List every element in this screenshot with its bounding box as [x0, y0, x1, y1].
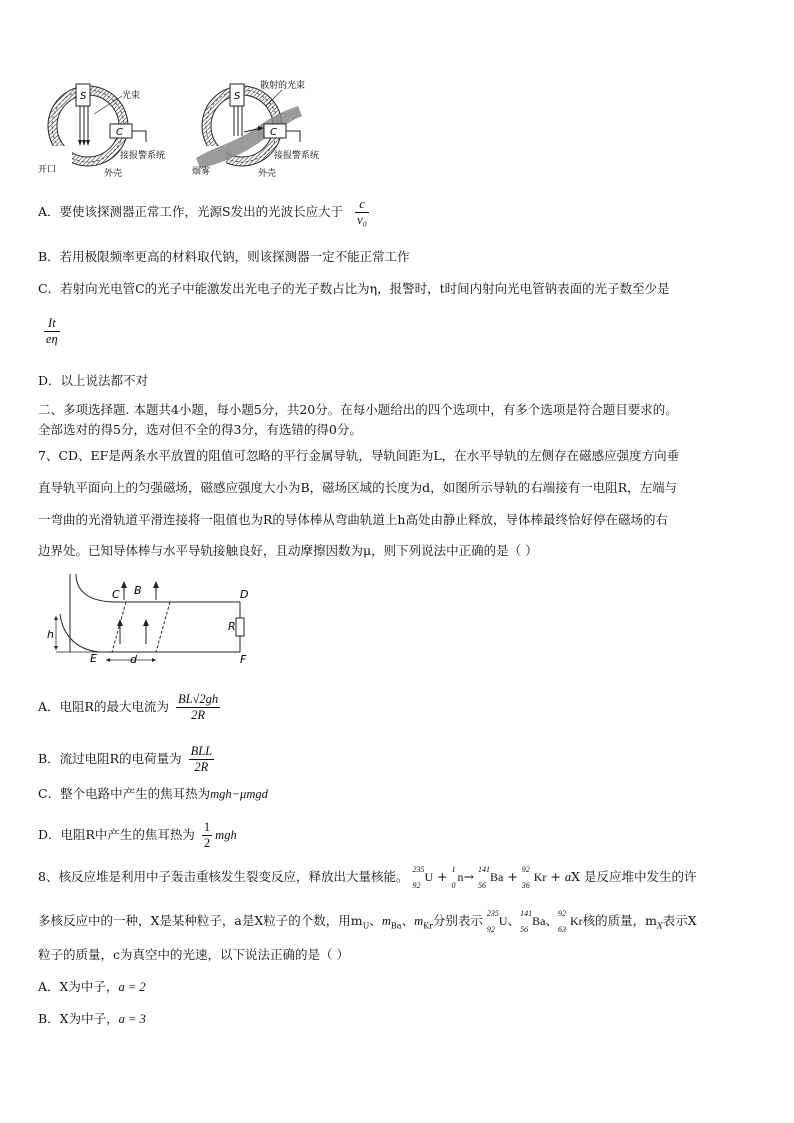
q8-option-b — [38, 1011, 146, 1027]
q6-option-a — [38, 197, 372, 228]
q8-stem-line2-end: 表示X — [662, 913, 697, 928]
fraction-numerator: BLL — [190, 744, 213, 758]
fraction-numerator: 1 — [203, 820, 211, 834]
label-r: R — [228, 620, 236, 633]
fraction-denominator: eη — [46, 332, 58, 346]
fraction-numerator: c — [355, 197, 369, 213]
shell-label: 外壳 — [258, 169, 277, 179]
detector-diagram-normal — [38, 84, 165, 179]
alarm-label: 接报警系统 — [274, 151, 320, 161]
q8-option-a-text: A．X为中子， — [38, 979, 119, 994]
source-label: S — [80, 91, 87, 102]
smoke-detector-figure — [36, 76, 336, 180]
q8-stem-line1-tail: 是反应堆中发生的许 — [583, 869, 697, 884]
q7-stem-line2: 直导轨平面向上的匀强磁场，磁感应强度大小为B，磁场区域的长度为d，如图所示导轨的右端接有一电阻R，左端与 — [38, 480, 678, 495]
q6-option-a-text: A．要使该探测器正常工作，光源S发出的光波长应大于 — [38, 204, 344, 219]
shell-label: 外壳 — [104, 169, 123, 179]
q8-option-a-expression: a = 2 — [118, 980, 146, 994]
q7-option-c-text: C．整个电路中产生的焦耳热为 — [38, 786, 211, 801]
label-f: F — [240, 653, 247, 664]
q7-option-c — [38, 786, 268, 802]
q8-stem-line2-text: 多核反应中的一种，X是某种粒子，a是X粒子的个数，用m — [38, 913, 363, 928]
q7-stem-line3: 一弯曲的光滑轨道平滑连接将一阻值也为R的导体棒从弯曲轨道上h高处由静止释放，导体棒最终恰好停在磁场的右 — [38, 512, 668, 527]
q6-option-b: B．若用极限频率更高的材料取代钠，则该探测器一定不能正常工作 — [38, 249, 410, 264]
q6-option-c-fraction — [44, 316, 60, 347]
q7-option-d-text: D．电阻R中产生的焦耳热为 — [38, 827, 195, 842]
q6-option-c: C．若射向光电管C的光子中能激发出光电子的光子数占比为η，报警时，t时间内射向光电管钠表面的光子数至少是 — [38, 281, 670, 296]
q6-option-d: D．以上说法都不对 — [38, 373, 149, 388]
section-header-line2: 全部选对的得5分，选对但不全的得3分，有选错的得0分。 — [38, 422, 362, 437]
label-d: D — [240, 588, 249, 601]
q7-option-a-text: A．电阻R的最大电流为 — [38, 699, 169, 714]
q8-stem-line2-mid: 分别表示 — [432, 913, 483, 928]
label-c: C — [112, 588, 120, 601]
q7-option-a-fraction — [176, 692, 220, 723]
label-d-length: d — [130, 653, 137, 664]
q8-stem-line1 — [38, 865, 697, 890]
q8-stem-line2: 多核反应中的一种，X是某种粒子，a是X粒子的个数，用$m_U$、$m_{Ba}$、$m_{Kr}$分别表示 235 92 U、 141 56 Ba、 92 63 Kr核的质量，$m_X$表示X — [38, 909, 697, 934]
fraction-denominator: ν₀ — [357, 213, 367, 227]
q7-stem-line4: 边界处。已知导体棒与水平导轨接触良好，且动摩擦因数为μ，则下列说法中正确的是（ ） — [38, 543, 538, 558]
fraction-denominator: 2 — [203, 836, 211, 850]
q7-option-d-tail: mgh — [215, 828, 237, 842]
q8-stem-line3: 粒子的质量，c为真空中的光速，以下说法正确的是（ ） — [38, 947, 349, 962]
section-header-line1: 二、多项选择题. 本题共4小题，每小题5分，共20分。在每小题给出的四个选项中，有多个选项是符合题目要求的。 — [38, 402, 678, 417]
q8-stem-line2-tail: 核的质量，m — [582, 913, 657, 928]
source-label: S — [234, 91, 241, 102]
q7-option-d-fraction — [202, 820, 212, 851]
rail-circuit-figure — [44, 572, 256, 664]
fraction-denominator: 2R — [194, 760, 209, 774]
detector-label: C — [270, 127, 277, 138]
detector-diagram-smoke — [192, 79, 319, 179]
q7-option-b — [38, 744, 217, 775]
q7-option-b-text: B．流过电阻R的电荷量为 — [38, 751, 182, 766]
q7-option-c-expression: mgh−μmgd — [210, 787, 268, 801]
detector-label: C — [116, 127, 123, 138]
q7-stem-line1: 7、CD、EF是两条水平放置的阻值可忽略的平行金属导轨，导轨间距为L，在水平导轨的左侧存在磁感应强度方向垂 — [38, 448, 680, 463]
alarm-label: 接报警系统 — [120, 151, 166, 161]
label-h: h — [47, 628, 54, 641]
fraction-denominator: 2R — [191, 708, 205, 722]
q8-option-b-text: B．X为中子， — [38, 1011, 119, 1026]
fraction-numerator: BL√2gh — [177, 692, 219, 706]
q8-stem-line1-text: 8、核反应堆是利用中子轰击重核发生裂变反应，释放出大量核能。 — [38, 869, 409, 884]
q8-option-a — [38, 979, 146, 995]
beam-label: 光束 — [122, 91, 141, 101]
q6-option-a-fraction — [355, 197, 369, 228]
fraction-numerator: It — [44, 316, 60, 332]
q7-option-b-fraction — [189, 744, 215, 775]
smoke-label: 烟雾 — [192, 167, 211, 177]
label-e: E — [90, 652, 97, 664]
q7-option-a — [38, 692, 223, 723]
opening-label: 开口 — [38, 165, 57, 175]
scatter-label: 散射的光束 — [260, 81, 306, 91]
q7-option-d — [38, 820, 237, 851]
q8-option-b-expression: a = 3 — [118, 1012, 146, 1026]
nuclear-equation: 235 92 U + 1 0 n→ 141 56 Ba + 92 36 Kr + aX — [412, 865, 584, 890]
label-b: B — [134, 584, 142, 597]
